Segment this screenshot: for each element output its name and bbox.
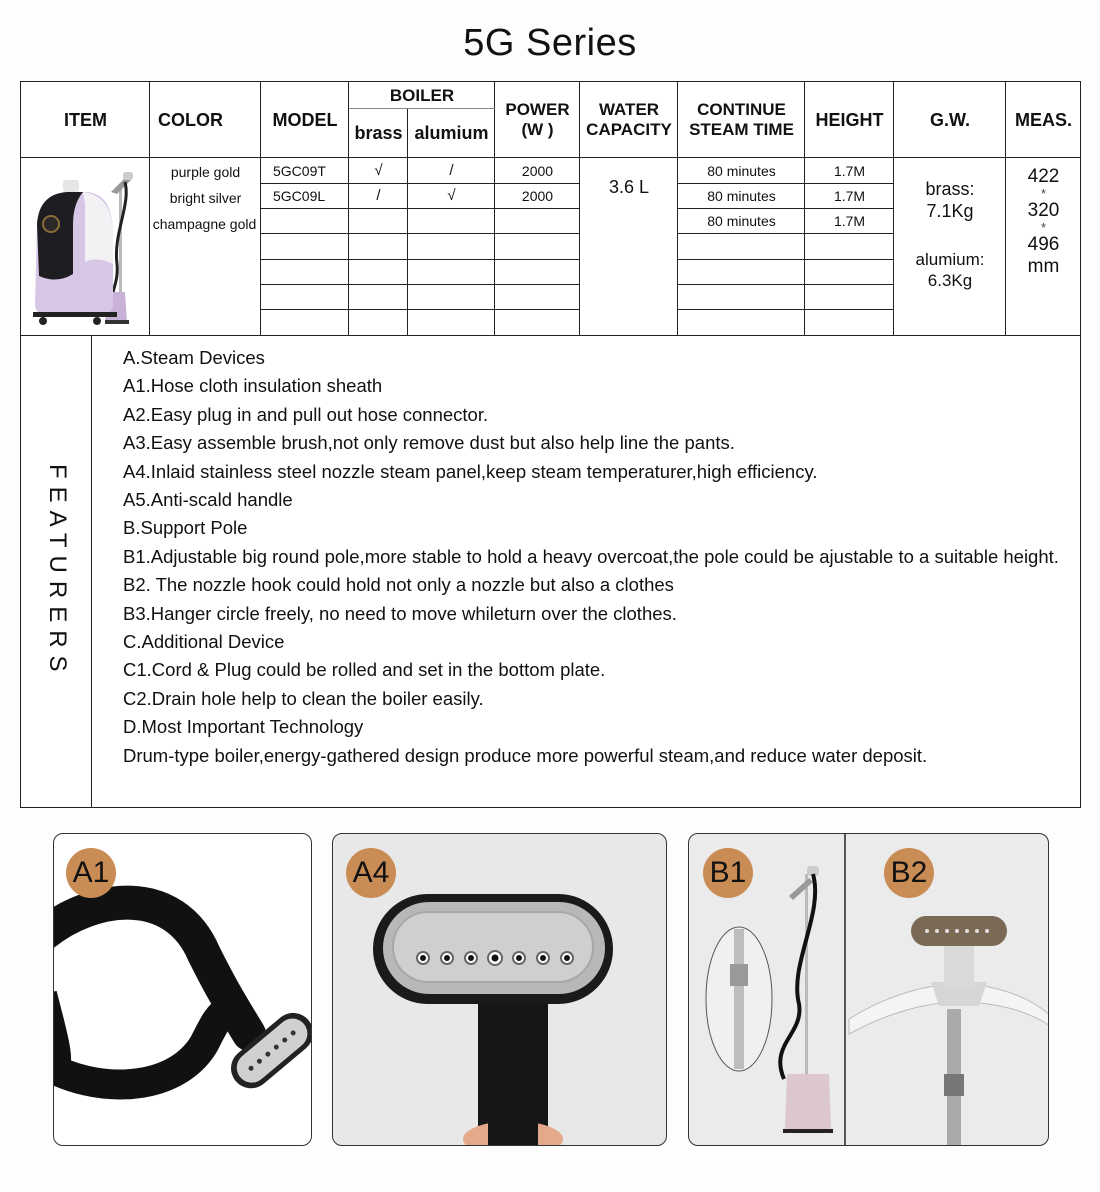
gw-brass-label: brass: bbox=[925, 179, 975, 199]
power-cell: 2000 bbox=[521, 187, 554, 204]
product-image-steamer bbox=[27, 164, 145, 330]
steam-time-cell: 80 minutes bbox=[707, 187, 776, 204]
model-cell: 5GC09L bbox=[273, 187, 326, 204]
header-item: ITEM bbox=[64, 109, 107, 130]
power-cell: 2000 bbox=[521, 162, 554, 179]
header-power bbox=[495, 82, 580, 158]
header-brass: brass bbox=[354, 123, 403, 143]
gw-alumium-label: alumium: bbox=[915, 250, 985, 269]
alumium-check-cell: / bbox=[449, 162, 454, 179]
brass-check-cell: / bbox=[376, 187, 381, 204]
feature-item: Drum-type boiler,energy-gathered design produce more powerful steam,and reduce water deposit. bbox=[123, 744, 928, 766]
alumium-check-cell: √ bbox=[447, 187, 456, 204]
header-boiler: BOILER bbox=[389, 85, 455, 105]
photo-card-a1 bbox=[53, 833, 312, 1146]
steam-time-cell: 80 minutes bbox=[707, 162, 776, 179]
header-water-line2: CAPACITY bbox=[586, 120, 672, 139]
header-water-line1: WATER bbox=[598, 100, 660, 119]
color-item: champagne gold bbox=[152, 216, 257, 232]
height-cell: 1.7M bbox=[833, 212, 866, 229]
gw-alumium-value: 6.3Kg bbox=[927, 271, 973, 290]
header-power-line2: (W ) bbox=[521, 120, 554, 139]
gw-alumium bbox=[894, 249, 1006, 291]
meas-values bbox=[1006, 166, 1081, 278]
height-cell: 1.7M bbox=[833, 162, 866, 179]
steam-time-cell: 80 minutes bbox=[707, 212, 776, 229]
brass-check-cell: √ bbox=[374, 162, 383, 179]
height-cell: 1.7M bbox=[833, 187, 866, 204]
feature-item: A5.Anti-scald handle bbox=[123, 489, 293, 511]
header-power-line1: POWER bbox=[505, 100, 570, 119]
feature-item: B1.Adjustable big round pole,more stable to hold a heavy overcoat,the pole could be ajustable to a suitable height. bbox=[123, 545, 1059, 567]
badge-b2: B2 bbox=[884, 848, 934, 898]
feature-item: A4.Inlaid stainless steel nozzle steam panel,keep steam temperaturer,high efficiency. bbox=[123, 460, 818, 482]
feature-item: B3.Hanger circle freely, no need to move whileturn over the clothes. bbox=[123, 602, 677, 624]
header-alumium: alumium bbox=[414, 123, 489, 143]
features-label bbox=[21, 337, 93, 807]
feature-item: D.Most Important Technology bbox=[123, 716, 364, 738]
header-steam-line2: STEAM TIME bbox=[689, 120, 794, 139]
header-color: COLOR bbox=[158, 109, 223, 130]
header-gw: G.W. bbox=[930, 109, 970, 130]
feature-item: B2. The nozzle hook could hold not only a nozzle but also a clothes bbox=[123, 574, 674, 596]
model-cell: 5GC09T bbox=[273, 162, 326, 179]
feature-item: B.Support Pole bbox=[123, 517, 248, 539]
features-list bbox=[123, 344, 1073, 770]
badge-a4: A4 bbox=[346, 848, 396, 898]
feature-item: C.Additional Device bbox=[123, 631, 285, 653]
feature-item: A.Steam Devices bbox=[123, 347, 265, 368]
water-capacity-value: 3.6 L bbox=[608, 176, 650, 197]
photo-card-a4 bbox=[332, 833, 667, 1146]
meas-value: 422 bbox=[1027, 166, 1060, 187]
badge-b1: B1 bbox=[703, 848, 753, 898]
gw-brass bbox=[894, 178, 1006, 222]
meas-value: 320 bbox=[1027, 200, 1060, 221]
feature-item: C1.Cord & Plug could be rolled and set in the bottom plate. bbox=[123, 659, 606, 681]
badge-a1-overlay: A1 bbox=[66, 848, 116, 898]
feature-item: A3.Easy assemble brush,not only remove dust but also help line the pants. bbox=[123, 432, 735, 454]
color-item: purple gold bbox=[170, 164, 241, 180]
color-item: bright silver bbox=[169, 190, 242, 206]
features-label-text: FEATURERS bbox=[44, 464, 71, 680]
meas-separator: * bbox=[1040, 220, 1047, 235]
spec-table bbox=[20, 81, 1081, 808]
photo-card-b1-b2 bbox=[688, 833, 1049, 1146]
header-water-capacity bbox=[580, 82, 678, 158]
feature-item: A1.Hose cloth insulation sheath bbox=[123, 375, 383, 397]
header-height: HEIGHT bbox=[815, 109, 884, 130]
header-steam-time bbox=[678, 82, 805, 158]
garment-steamer-illustration bbox=[27, 164, 145, 330]
feature-item: C2.Drain hole help to clean the boiler easily. bbox=[123, 687, 484, 709]
meas-separator: * bbox=[1040, 186, 1047, 201]
header-steam-line1: CONTINUE bbox=[697, 100, 786, 119]
page-title: 5G Series bbox=[463, 22, 637, 64]
meas-unit: mm bbox=[1027, 256, 1060, 277]
meas-value: 496 bbox=[1027, 234, 1060, 255]
gw-brass-value: 7.1Kg bbox=[926, 201, 974, 221]
header-meas: MEAS. bbox=[1014, 109, 1072, 130]
feature-item: A2.Easy plug in and pull out hose connector. bbox=[123, 403, 489, 425]
header-model: MODEL bbox=[272, 109, 338, 130]
